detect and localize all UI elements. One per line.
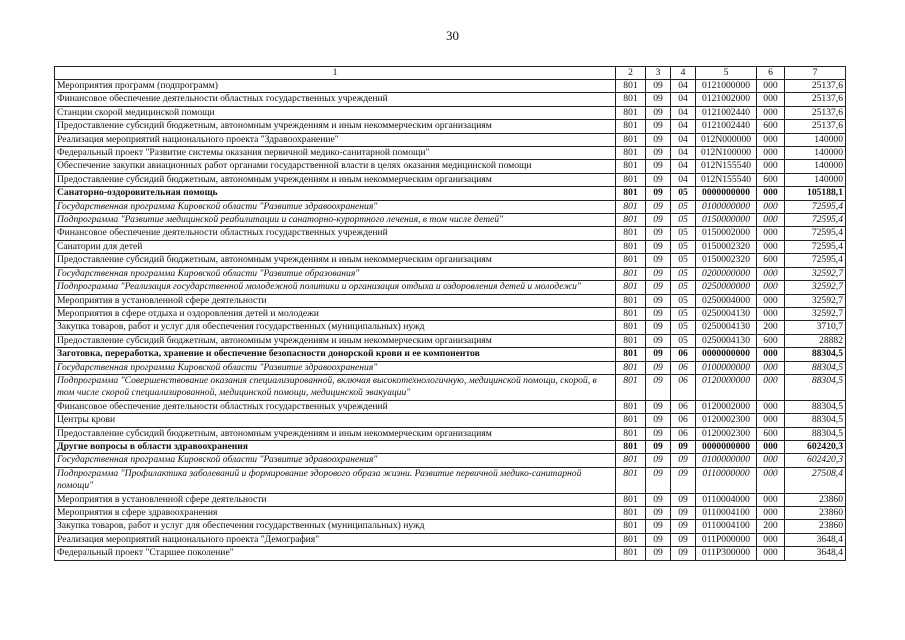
cell-name: Подпрограмма "Совершенствование оказания специализированной, включая высокотехнологичную, медицинской помощи, скорой, в том числе скорой специализированной, медицинской помощи, медицинской эвакуации"	[55, 374, 616, 400]
cell-subsection-code: 05	[671, 267, 696, 280]
table-row	[55, 400, 846, 413]
cell-name: Финансовое обеспечение деятельности областных государственных учреждений	[55, 400, 616, 413]
cell-amount: 32592,7	[785, 294, 846, 307]
cell-expense-type: 000	[757, 93, 785, 106]
cell-department-code: 801	[616, 547, 646, 560]
cell-amount: 72595,4	[785, 214, 846, 227]
cell-section-code: 09	[646, 80, 671, 93]
table-row	[55, 160, 846, 173]
table-row	[55, 267, 846, 280]
cell-name: Обеспечение закупки авиационных работ органами государственной власти в целях оказания медицинской помощи	[55, 160, 616, 173]
cell-subsection-code: 09	[671, 440, 696, 453]
cell-subsection-code: 09	[671, 507, 696, 520]
cell-target-article: 0121002000	[696, 93, 757, 106]
cell-subsection-code: 05	[671, 254, 696, 267]
column-header-cs: 5	[696, 67, 757, 80]
cell-expense-type: 000	[757, 227, 785, 240]
cell-target-article: 0250004130	[696, 321, 757, 334]
cell-name: Федеральный проект "Старшее поколение"	[55, 547, 616, 560]
cell-department-code: 801	[616, 493, 646, 506]
cell-section-code: 09	[646, 240, 671, 253]
cell-subsection-code: 09	[671, 533, 696, 546]
cell-target-article: 0000000000	[696, 348, 757, 361]
cell-expense-type: 000	[757, 240, 785, 253]
cell-department-code: 801	[616, 227, 646, 240]
cell-section-code: 09	[646, 454, 671, 467]
cell-expense-type: 000	[757, 414, 785, 427]
cell-amount: 602420,3	[785, 440, 846, 453]
cell-target-article: 0250004130	[696, 334, 757, 347]
cell-department-code: 801	[616, 334, 646, 347]
cell-amount: 140000	[785, 160, 846, 173]
column-header-vr: 6	[757, 67, 785, 80]
cell-target-article: 0121000000	[696, 80, 757, 93]
cell-department-code: 801	[616, 348, 646, 361]
cell-subsection-code: 04	[671, 160, 696, 173]
cell-department-code: 801	[616, 307, 646, 320]
cell-subsection-code: 09	[671, 493, 696, 506]
cell-subsection-code: 05	[671, 227, 696, 240]
cell-department-code: 801	[616, 281, 646, 294]
cell-target-article: 012N155540	[696, 160, 757, 173]
cell-department-code: 801	[616, 93, 646, 106]
cell-department-code: 801	[616, 267, 646, 280]
column-header-pr: 3	[646, 67, 671, 80]
table-row	[55, 493, 846, 506]
cell-subsection-code: 05	[671, 334, 696, 347]
cell-amount: 3648,4	[785, 547, 846, 560]
table-row	[55, 307, 846, 320]
cell-section-code: 09	[646, 427, 671, 440]
table-row	[55, 173, 846, 186]
table-row	[55, 281, 846, 294]
cell-section-code: 09	[646, 160, 671, 173]
table-header-row	[55, 67, 846, 80]
cell-subsection-code: 06	[671, 374, 696, 400]
cell-expense-type: 000	[757, 294, 785, 307]
table-row	[55, 507, 846, 520]
cell-section-code: 09	[646, 533, 671, 546]
cell-name: Подпрограмма "Реализация государственной молодежной политики и организация отдыха и оздоровления детей и молодежи"	[55, 281, 616, 294]
cell-section-code: 09	[646, 133, 671, 146]
table-row	[55, 374, 846, 400]
cell-target-article: 0120000000	[696, 374, 757, 400]
cell-expense-type: 000	[757, 493, 785, 506]
table-row	[55, 533, 846, 546]
cell-department-code: 801	[616, 533, 646, 546]
budget-table	[54, 66, 846, 561]
cell-section-code: 09	[646, 374, 671, 400]
table-row	[55, 187, 846, 200]
cell-amount: 32592,7	[785, 267, 846, 280]
cell-expense-type: 000	[757, 307, 785, 320]
cell-department-code: 801	[616, 427, 646, 440]
table-row	[55, 440, 846, 453]
column-header-ps: 4	[671, 67, 696, 80]
cell-section-code: 09	[646, 520, 671, 533]
cell-name: Мероприятия в установленной сфере деятельности	[55, 493, 616, 506]
cell-name: Предоставление субсидий бюджетным, автономным учреждениям и иным некоммерческим организациям	[55, 427, 616, 440]
cell-section-code: 09	[646, 106, 671, 119]
cell-section-code: 09	[646, 361, 671, 374]
cell-target-article: 0100000000	[696, 200, 757, 213]
cell-amount: 25137,6	[785, 93, 846, 106]
cell-subsection-code: 06	[671, 361, 696, 374]
cell-target-article: 011P000000	[696, 533, 757, 546]
cell-name: Финансовое обеспечение деятельности областных государственных учреждений	[55, 93, 616, 106]
cell-section-code: 09	[646, 321, 671, 334]
cell-target-article: 011P300000	[696, 547, 757, 560]
cell-section-code: 09	[646, 414, 671, 427]
cell-department-code: 801	[616, 321, 646, 334]
cell-name: Государственная программа Кировской области "Развитие здравоохранения"	[55, 200, 616, 213]
cell-name: Подпрограмма "Профилактика заболеваний и формирование здорового образа жизни. Развитие первичной медико-санитарной помощи"	[55, 467, 616, 493]
cell-target-article: 0250004130	[696, 307, 757, 320]
cell-name: Государственная программа Кировской области "Развитие здравоохранения"	[55, 361, 616, 374]
cell-name: Центры крови	[55, 414, 616, 427]
cell-section-code: 09	[646, 467, 671, 493]
cell-subsection-code: 09	[671, 467, 696, 493]
cell-expense-type: 000	[757, 440, 785, 453]
cell-subsection-code: 09	[671, 520, 696, 533]
table-row	[55, 240, 846, 253]
cell-subsection-code: 05	[671, 281, 696, 294]
cell-name: Государственная программа Кировской области "Развитие образования"	[55, 267, 616, 280]
cell-expense-type: 000	[757, 200, 785, 213]
table-row	[55, 227, 846, 240]
cell-section-code: 09	[646, 400, 671, 413]
cell-name: Закупка товаров, работ и услуг для обеспечения государственных (муниципальных) нужд	[55, 321, 616, 334]
column-header-sum: 7	[785, 67, 846, 80]
cell-amount: 88304,5	[785, 427, 846, 440]
table-row	[55, 93, 846, 106]
cell-amount: 25137,6	[785, 106, 846, 119]
column-header-name: 1	[55, 67, 616, 80]
table-row	[55, 294, 846, 307]
cell-target-article: 0250000000	[696, 281, 757, 294]
cell-expense-type: 600	[757, 427, 785, 440]
cell-subsection-code: 05	[671, 321, 696, 334]
cell-section-code: 09	[646, 334, 671, 347]
cell-expense-type: 000	[757, 400, 785, 413]
cell-target-article: 0110004100	[696, 507, 757, 520]
table-row	[55, 467, 846, 493]
cell-section-code: 09	[646, 294, 671, 307]
cell-section-code: 09	[646, 214, 671, 227]
cell-department-code: 801	[616, 400, 646, 413]
cell-amount: 32592,7	[785, 281, 846, 294]
cell-subsection-code: 06	[671, 427, 696, 440]
cell-subsection-code: 04	[671, 93, 696, 106]
cell-name: Предоставление субсидий бюджетным, автономным учреждениям и иным некоммерческим организациям	[55, 254, 616, 267]
cell-section-code: 09	[646, 120, 671, 133]
cell-section-code: 09	[646, 348, 671, 361]
cell-target-article: 012N155540	[696, 173, 757, 186]
cell-department-code: 801	[616, 133, 646, 146]
cell-subsection-code: 04	[671, 106, 696, 119]
cell-expense-type: 600	[757, 120, 785, 133]
cell-department-code: 801	[616, 254, 646, 267]
cell-expense-type: 000	[757, 361, 785, 374]
cell-target-article: 012N100000	[696, 147, 757, 160]
table-row	[55, 80, 846, 93]
cell-target-article: 0120002300	[696, 414, 757, 427]
cell-expense-type: 600	[757, 173, 785, 186]
cell-amount: 32592,7	[785, 307, 846, 320]
cell-department-code: 801	[616, 361, 646, 374]
cell-name: Предоставление субсидий бюджетным, автономным учреждениям и иным некоммерческим организациям	[55, 120, 616, 133]
cell-amount: 105188,1	[785, 187, 846, 200]
cell-amount: 3648,4	[785, 533, 846, 546]
cell-section-code: 09	[646, 281, 671, 294]
cell-expense-type: 000	[757, 133, 785, 146]
cell-expense-type: 000	[757, 160, 785, 173]
cell-subsection-code: 05	[671, 200, 696, 213]
cell-expense-type: 000	[757, 106, 785, 119]
cell-section-code: 09	[646, 254, 671, 267]
cell-name: Федеральный проект "Развитие системы оказания первичной медико-санитарной помощи"	[55, 147, 616, 160]
table-body	[55, 80, 846, 561]
cell-expense-type: 200	[757, 321, 785, 334]
table-row	[55, 200, 846, 213]
cell-section-code: 09	[646, 547, 671, 560]
cell-subsection-code: 06	[671, 348, 696, 361]
cell-amount: 72595,4	[785, 200, 846, 213]
cell-expense-type: 600	[757, 254, 785, 267]
table-row	[55, 120, 846, 133]
cell-name: Другие вопросы в области здравоохранения	[55, 440, 616, 453]
cell-expense-type: 000	[757, 80, 785, 93]
cell-department-code: 801	[616, 507, 646, 520]
cell-target-article: 0150000000	[696, 214, 757, 227]
table-row	[55, 427, 846, 440]
cell-name: Подпрограмма "Развитие медицинской реабилитации и санаторно-курортного лечения, в том числе детей"	[55, 214, 616, 227]
cell-department-code: 801	[616, 187, 646, 200]
table-row	[55, 454, 846, 467]
table-row	[55, 214, 846, 227]
cell-expense-type: 000	[757, 467, 785, 493]
cell-amount: 23860	[785, 507, 846, 520]
cell-name: Финансовое обеспечение деятельности областных государственных учреждений	[55, 227, 616, 240]
cell-expense-type: 600	[757, 334, 785, 347]
cell-department-code: 801	[616, 454, 646, 467]
cell-target-article: 0121002440	[696, 106, 757, 119]
table-row	[55, 334, 846, 347]
cell-amount: 28882	[785, 334, 846, 347]
cell-section-code: 09	[646, 507, 671, 520]
cell-name: Мероприятия в сфере отдыха и оздоровления детей и молодежи	[55, 307, 616, 320]
cell-subsection-code: 05	[671, 307, 696, 320]
cell-target-article: 0110004100	[696, 520, 757, 533]
cell-target-article: 0150002320	[696, 254, 757, 267]
cell-department-code: 801	[616, 214, 646, 227]
cell-amount: 25137,6	[785, 80, 846, 93]
cell-subsection-code: 05	[671, 214, 696, 227]
cell-name: Мероприятия программ (подпрограмм)	[55, 80, 616, 93]
cell-amount: 140000	[785, 147, 846, 160]
cell-amount: 23860	[785, 493, 846, 506]
cell-department-code: 801	[616, 414, 646, 427]
cell-name: Предоставление субсидий бюджетным, автономным учреждениям и иным некоммерческим организациям	[55, 334, 616, 347]
cell-section-code: 09	[646, 147, 671, 160]
cell-target-article: 012N000000	[696, 133, 757, 146]
cell-expense-type: 000	[757, 533, 785, 546]
cell-section-code: 09	[646, 227, 671, 240]
cell-department-code: 801	[616, 80, 646, 93]
table-row	[55, 361, 846, 374]
cell-expense-type: 200	[757, 520, 785, 533]
cell-subsection-code: 04	[671, 173, 696, 186]
cell-amount: 72595,4	[785, 254, 846, 267]
cell-name: Государственная программа Кировской области "Развитие здравоохранения"	[55, 454, 616, 467]
cell-section-code: 09	[646, 440, 671, 453]
cell-amount: 88304,5	[785, 414, 846, 427]
cell-section-code: 09	[646, 187, 671, 200]
cell-amount: 140000	[785, 173, 846, 186]
cell-amount: 25137,6	[785, 120, 846, 133]
cell-name: Санаторно-оздоровительная помощь	[55, 187, 616, 200]
cell-section-code: 09	[646, 493, 671, 506]
cell-amount: 3710,7	[785, 321, 846, 334]
cell-name: Реализация мероприятий национального проекта "Демография"	[55, 533, 616, 546]
table-row	[55, 348, 846, 361]
cell-name: Санатории для детей	[55, 240, 616, 253]
table-row	[55, 133, 846, 146]
cell-section-code: 09	[646, 267, 671, 280]
cell-target-article: 0250004000	[696, 294, 757, 307]
table-row	[55, 147, 846, 160]
cell-target-article: 0110004000	[696, 493, 757, 506]
cell-expense-type: 000	[757, 281, 785, 294]
cell-subsection-code: 04	[671, 147, 696, 160]
cell-amount: 72595,4	[785, 240, 846, 253]
cell-target-article: 0120002000	[696, 400, 757, 413]
cell-section-code: 09	[646, 307, 671, 320]
cell-amount: 140000	[785, 133, 846, 146]
cell-department-code: 801	[616, 120, 646, 133]
cell-name: Предоставление субсидий бюджетным, автономным учреждениям и иным некоммерческим организациям	[55, 173, 616, 186]
cell-name: Реализация мероприятий национального проекта "Здравоохранение"	[55, 133, 616, 146]
cell-amount: 88304,5	[785, 348, 846, 361]
cell-department-code: 801	[616, 520, 646, 533]
cell-expense-type: 000	[757, 214, 785, 227]
cell-subsection-code: 04	[671, 133, 696, 146]
cell-target-article: 0121002440	[696, 120, 757, 133]
cell-department-code: 801	[616, 200, 646, 213]
cell-department-code: 801	[616, 147, 646, 160]
cell-subsection-code: 09	[671, 454, 696, 467]
cell-section-code: 09	[646, 200, 671, 213]
cell-department-code: 801	[616, 440, 646, 453]
cell-expense-type: 000	[757, 374, 785, 400]
cell-department-code: 801	[616, 374, 646, 400]
cell-department-code: 801	[616, 467, 646, 493]
cell-expense-type: 000	[757, 187, 785, 200]
cell-expense-type: 000	[757, 507, 785, 520]
cell-department-code: 801	[616, 173, 646, 186]
cell-target-article: 0000000000	[696, 187, 757, 200]
cell-amount: 88304,5	[785, 374, 846, 400]
cell-amount: 602420,3	[785, 454, 846, 467]
cell-target-article: 0100000000	[696, 454, 757, 467]
cell-expense-type: 000	[757, 267, 785, 280]
cell-section-code: 09	[646, 93, 671, 106]
cell-department-code: 801	[616, 294, 646, 307]
cell-expense-type: 000	[757, 454, 785, 467]
cell-department-code: 801	[616, 160, 646, 173]
page-number: 30	[446, 28, 459, 43]
cell-amount: 88304,5	[785, 400, 846, 413]
cell-amount: 72595,4	[785, 227, 846, 240]
cell-amount: 27508,4	[785, 467, 846, 493]
table-row	[55, 520, 846, 533]
cell-expense-type: 000	[757, 547, 785, 560]
cell-target-article: 0000000000	[696, 440, 757, 453]
table-row	[55, 414, 846, 427]
cell-subsection-code: 06	[671, 414, 696, 427]
table-row	[55, 547, 846, 560]
cell-subsection-code: 05	[671, 294, 696, 307]
cell-target-article: 0120002300	[696, 427, 757, 440]
cell-name: Закупка товаров, работ и услуг для обеспечения государственных (муниципальных) нужд	[55, 520, 616, 533]
cell-target-article: 0150002000	[696, 227, 757, 240]
cell-subsection-code: 05	[671, 240, 696, 253]
cell-target-article: 0110000000	[696, 467, 757, 493]
cell-department-code: 801	[616, 106, 646, 119]
table-row	[55, 321, 846, 334]
cell-subsection-code: 06	[671, 400, 696, 413]
cell-name: Мероприятия в установленной сфере деятельности	[55, 294, 616, 307]
cell-target-article: 0100000000	[696, 361, 757, 374]
cell-subsection-code: 04	[671, 120, 696, 133]
cell-section-code: 09	[646, 173, 671, 186]
cell-expense-type: 000	[757, 147, 785, 160]
cell-subsection-code: 04	[671, 80, 696, 93]
cell-amount: 88304,5	[785, 361, 846, 374]
cell-target-article: 0200000000	[696, 267, 757, 280]
column-header-rz: 2	[616, 67, 646, 80]
cell-department-code: 801	[616, 240, 646, 253]
cell-target-article: 0150002320	[696, 240, 757, 253]
cell-name: Мероприятия в сфере здравоохранения	[55, 507, 616, 520]
cell-subsection-code: 09	[671, 547, 696, 560]
cell-name: Станции скорой медицинской помощи	[55, 106, 616, 119]
cell-name: Заготовка, переработка, хранение и обеспечение безопасности донорской крови и ее компонентов	[55, 348, 616, 361]
cell-expense-type: 000	[757, 348, 785, 361]
table-row	[55, 254, 846, 267]
table-row	[55, 106, 846, 119]
cell-amount: 23860	[785, 520, 846, 533]
cell-subsection-code: 05	[671, 187, 696, 200]
